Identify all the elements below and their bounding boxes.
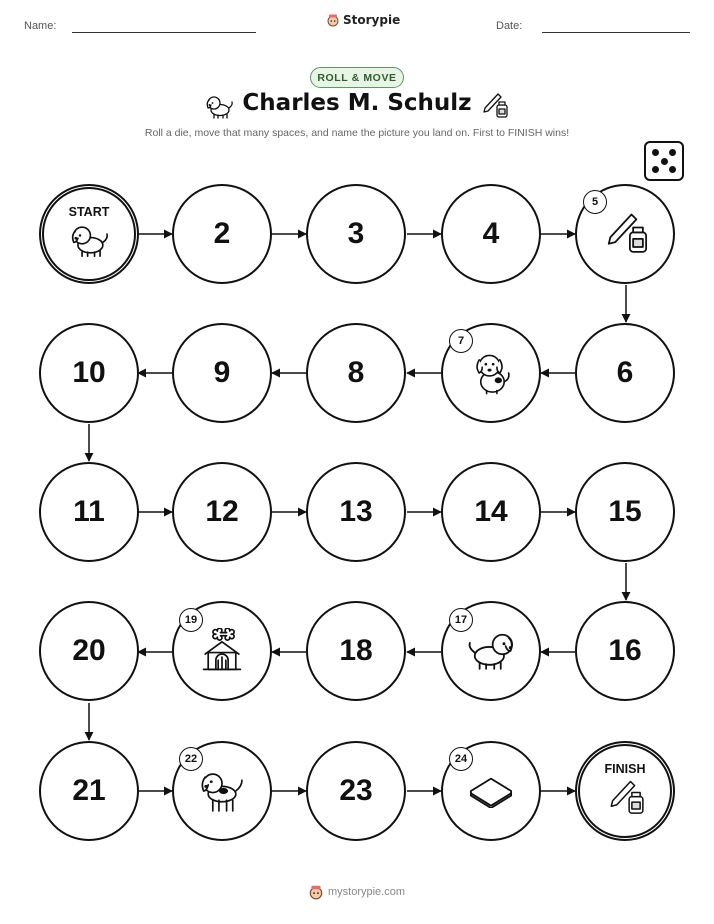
storypie-mascot-icon xyxy=(308,884,324,900)
puppy-icon xyxy=(469,349,513,397)
space-23[interactable]: 23 xyxy=(306,741,406,841)
space-number-badge: 24 xyxy=(449,747,473,771)
space-18[interactable]: 18 xyxy=(306,601,406,701)
space-finish[interactable] xyxy=(575,741,675,841)
space-20[interactable]: 20 xyxy=(39,601,139,701)
puppy-icon xyxy=(465,629,517,673)
footer-site[interactable]: mystorypie.com xyxy=(328,886,406,898)
space-11[interactable]: 11 xyxy=(39,462,139,562)
space-10[interactable]: 10 xyxy=(39,323,139,423)
space-number-badge: 7 xyxy=(449,329,473,353)
page-title: Charles M. Schulz xyxy=(242,90,472,116)
space-13[interactable]: 13 xyxy=(306,462,406,562)
space-4[interactable]: 4 xyxy=(441,184,541,284)
space-number-badge: 17 xyxy=(449,608,473,632)
space-14[interactable]: 14 xyxy=(441,462,541,562)
space-8[interactable]: 8 xyxy=(306,323,406,423)
space-number-badge: 19 xyxy=(179,608,203,632)
sketchbook-icon xyxy=(466,774,516,808)
roll-move-badge: ROLL & MOVE xyxy=(310,67,404,88)
space-number-badge: 5 xyxy=(583,190,607,214)
space-21[interactable]: 21 xyxy=(39,741,139,841)
name-label: Name: xyxy=(24,20,57,32)
space-9[interactable]: 9 xyxy=(172,323,272,423)
pen-and-ink-icon xyxy=(603,777,647,819)
instructions: Roll a die, move that many spaces, and name the picture you land on. First to FINISH wins! xyxy=(144,127,570,139)
space-number-badge: 22 xyxy=(179,747,203,771)
space-15[interactable]: 15 xyxy=(575,462,675,562)
pen-and-ink-icon xyxy=(599,209,651,259)
brand-name: Storypie xyxy=(343,13,401,27)
date-label: Date: xyxy=(496,20,523,32)
space-12[interactable]: 12 xyxy=(172,462,272,562)
doghouse-icon xyxy=(199,628,245,674)
space-2[interactable]: 2 xyxy=(172,184,272,284)
space-start[interactable] xyxy=(39,184,139,284)
puppy-icon xyxy=(66,223,112,259)
footer xyxy=(308,884,405,900)
puppy-icon xyxy=(197,768,247,814)
space-16[interactable]: 16 xyxy=(575,601,675,701)
finish-label: FINISH xyxy=(604,762,646,776)
space-6[interactable]: 6 xyxy=(575,323,675,423)
space-3[interactable]: 3 xyxy=(306,184,406,284)
start-label: START xyxy=(68,205,110,219)
